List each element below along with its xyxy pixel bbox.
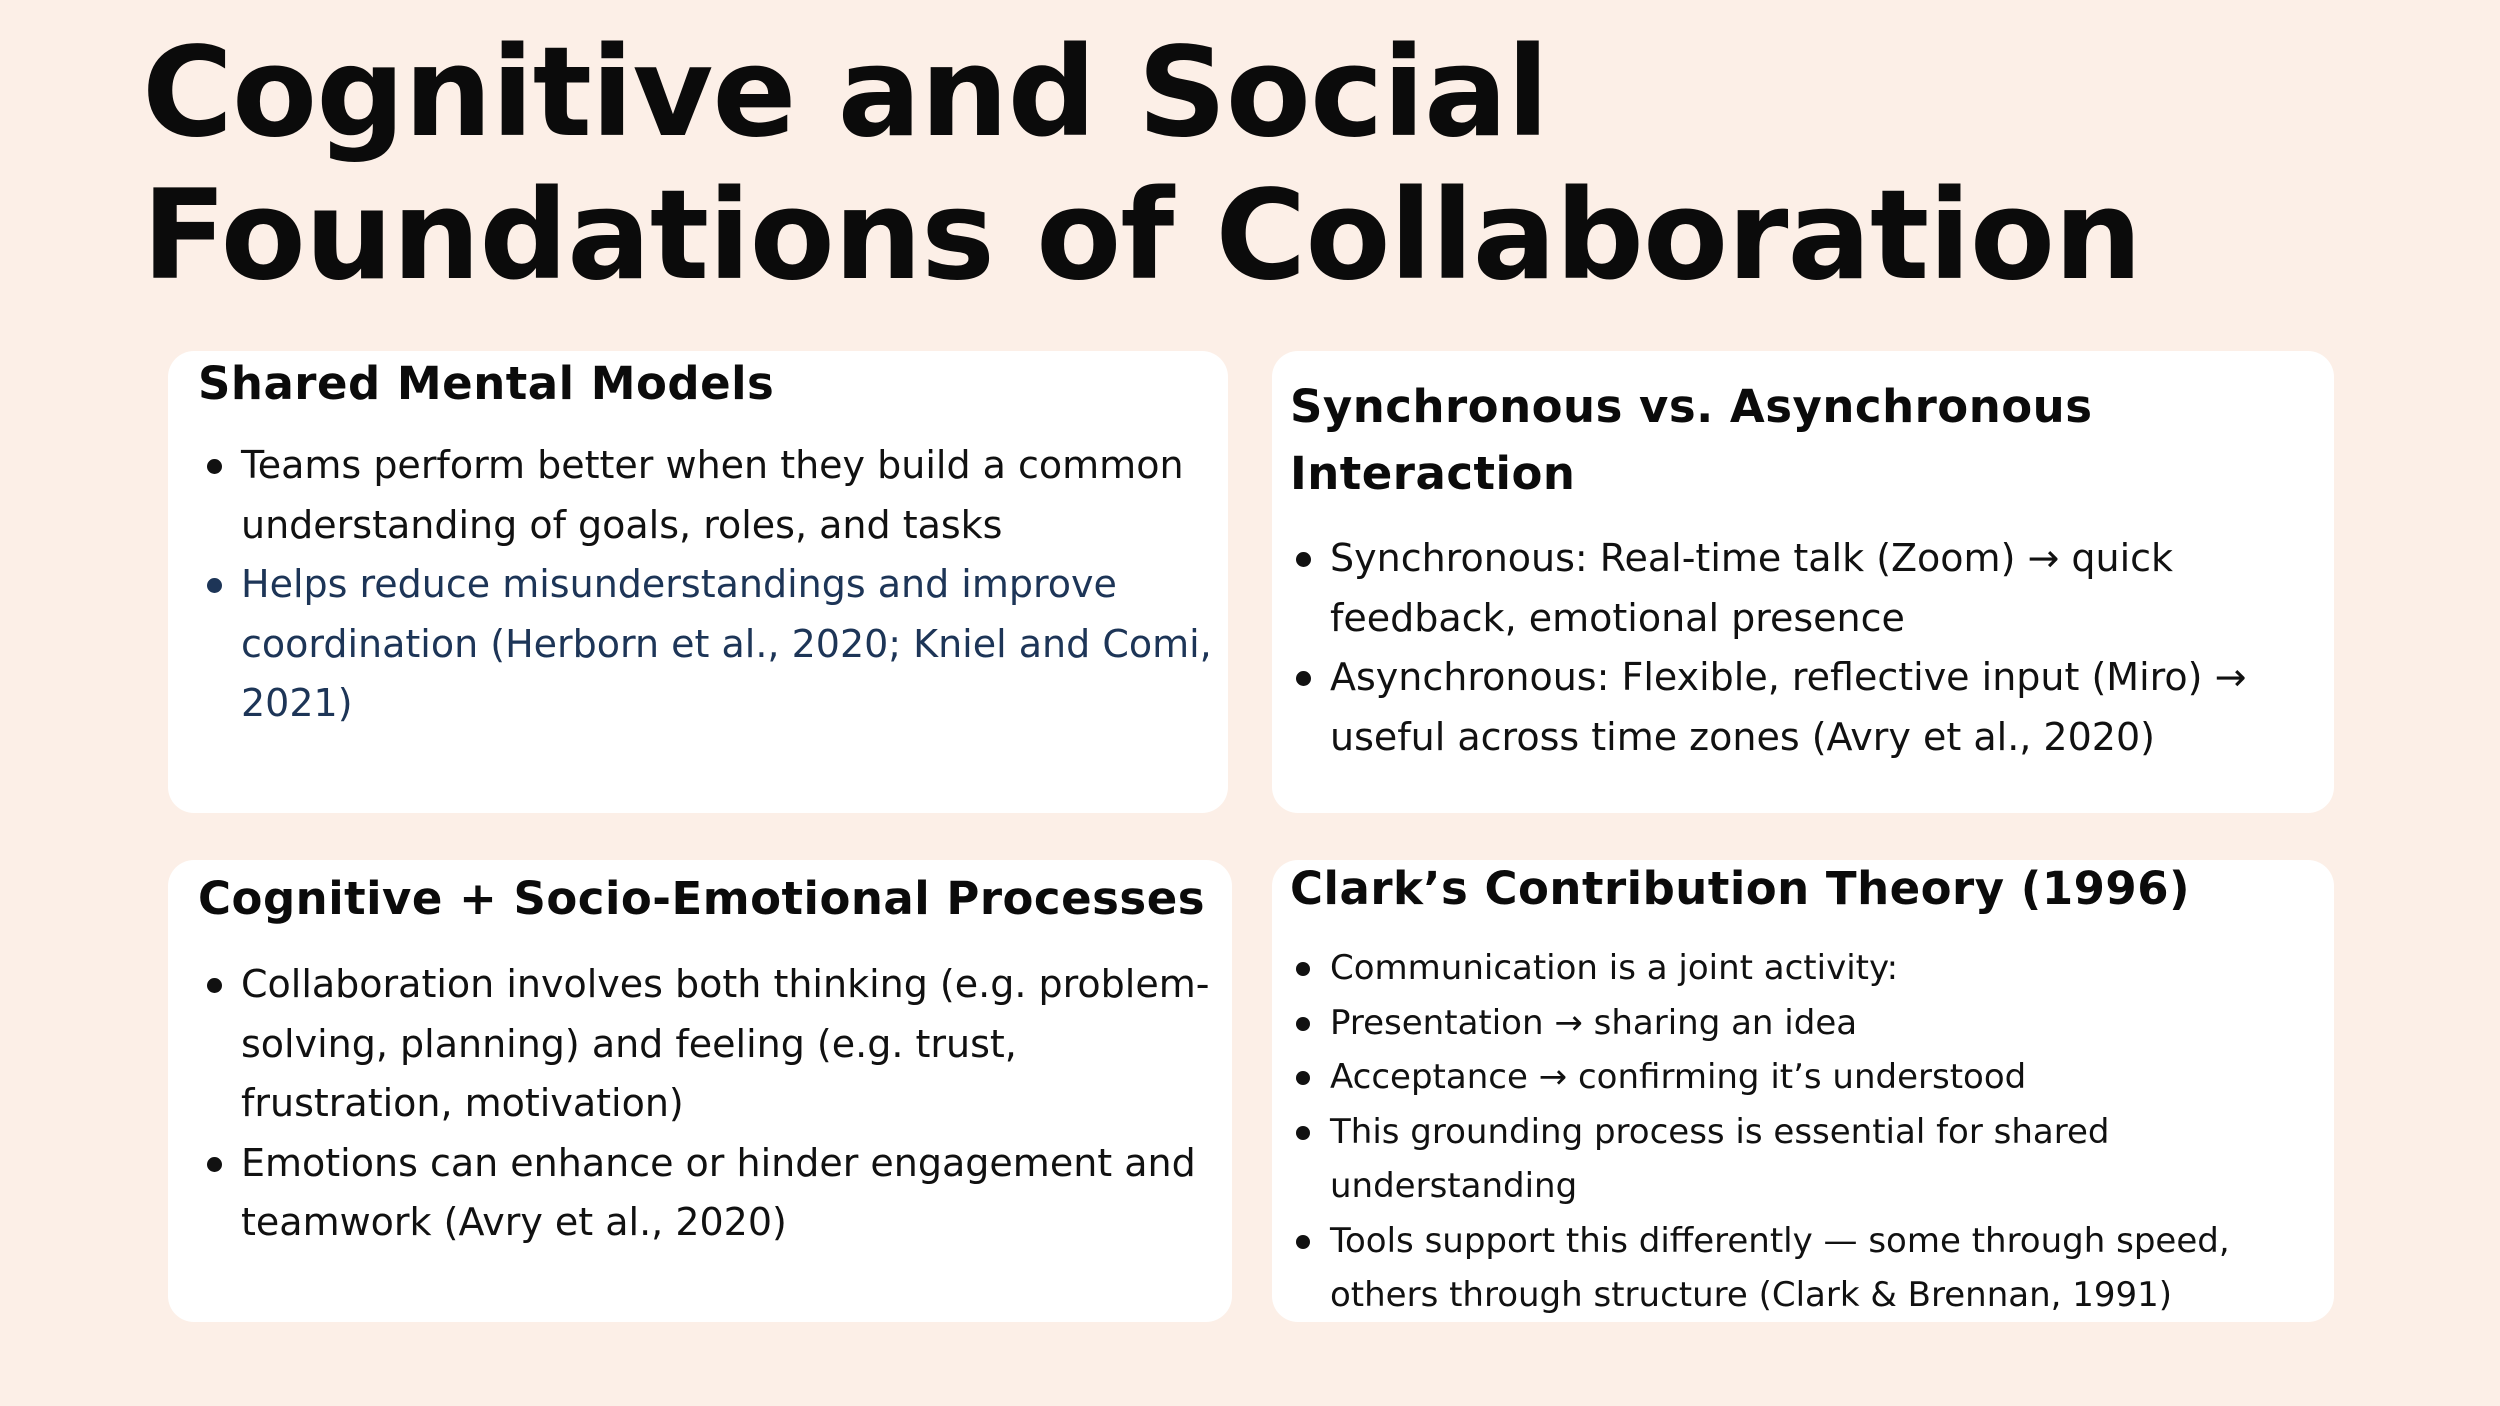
card-heading: Synchronous vs. Asynchronous Interaction bbox=[1290, 380, 2093, 500]
card-clark-contribution-theory bbox=[1272, 860, 2334, 1322]
bullet-list bbox=[168, 436, 1213, 734]
list-item: Helps reduce misunderstandings and improve coordination (Herborn et al., 2020; Kniel and Comi, 2021) bbox=[168, 555, 1213, 734]
list-item: Emotions can enhance or hinder engagement and teamwork (Avry et al., 2020) bbox=[168, 1134, 1228, 1253]
slide-title bbox=[142, 22, 2242, 308]
list-item: Asynchronous: Flexible, reflective input (Miro) → useful across time zones (Avry et al., 2020) bbox=[1257, 648, 2322, 767]
slide-title-line-1: Cognitive and Social bbox=[142, 21, 1549, 165]
list-item: Acceptance → confirming it’s understood bbox=[1257, 1050, 2332, 1105]
card-shared-mental-models bbox=[168, 351, 1228, 813]
card-heading: Clark’s Contribution Theory (1996) bbox=[1290, 862, 2191, 915]
list-item: Tools support this differently — some through speed, others through structure (Clark & Brennan, 1991) bbox=[1257, 1214, 2332, 1323]
card-heading: Cognitive + Socio-Emotional Processes bbox=[198, 872, 1206, 925]
list-item: Communication is a joint activity: bbox=[1257, 941, 2332, 996]
list-item: Synchronous: Real-time talk (Zoom) → quick feedback, emotional presence bbox=[1257, 529, 2322, 648]
list-item: This grounding process is essential for shared understanding bbox=[1257, 1105, 2332, 1214]
list-item: Teams perform better when they build a common understanding of goals, roles, and tasks bbox=[168, 436, 1213, 555]
card-heading: Shared Mental Models bbox=[198, 357, 775, 410]
list-item: Collaboration involves both thinking (e.g. problem-solving, planning) and feeling (e.g. trust, frustration, motivation) bbox=[168, 955, 1228, 1134]
list-item: Presentation → sharing an idea bbox=[1257, 996, 2332, 1051]
bullet-list bbox=[1257, 529, 2322, 767]
slide-title-line-2: Foundations of Collaboration bbox=[142, 164, 2142, 308]
bullet-list bbox=[1257, 941, 2332, 1323]
card-cognitive-socio-emotional bbox=[168, 860, 1232, 1322]
card-sync-vs-async bbox=[1272, 351, 2334, 813]
bullet-list bbox=[168, 955, 1228, 1253]
